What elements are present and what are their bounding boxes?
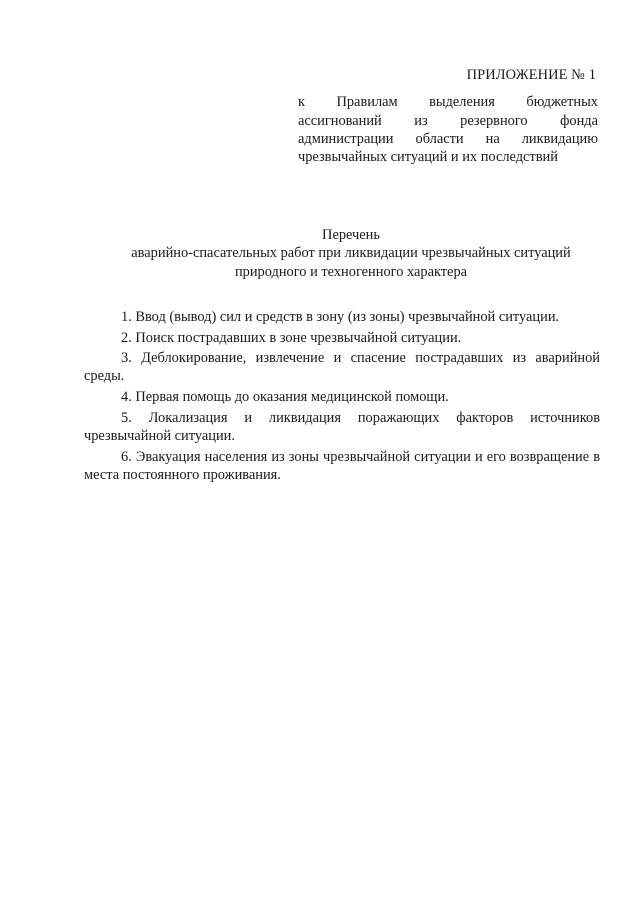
list-item-6: 6. Эвакуация населения из зоны чрезвычайной ситуации и его возвращение в места постоянного проживания. (84, 448, 600, 483)
list-item-1: 1. Ввод (вывод) сил и средств в зону (из зоны) чрезвычайной ситуации. (121, 309, 560, 325)
appendix-title: ПРИЛОЖЕНИЕ № 1 (466, 67, 596, 83)
heading-line-3: природного и техногенного характера (234, 263, 468, 280)
list-item-4: 4. Первая помощь до оказания медицинской помощи. (121, 389, 449, 406)
heading-line-1: Перечень (322, 227, 380, 243)
appendix-subtitle: к Правилам выделения бюджетных ассигнований из резервного фонда администрации области на ликвидацию чрезвычайных ситуаций и их последствий (298, 94, 598, 166)
heading-line-2: аварийно-спасательных работ при ликвидации чрезвычайных ситуаций (131, 245, 571, 262)
list-item-2: 2. Поиск пострадавших в зоне чрезвычайной ситуации. (121, 329, 462, 346)
work-list (84, 308, 600, 486)
list-item-5: 5. Локализация и ликвидация поражающих факторов источников чрезвычайной ситуации. (84, 409, 600, 444)
document-heading (90, 226, 612, 281)
appendix-header (298, 66, 598, 166)
list-item-3: 3. Деблокирование, извлечение и спасение пострадавших из аварийной среды. (84, 350, 600, 385)
